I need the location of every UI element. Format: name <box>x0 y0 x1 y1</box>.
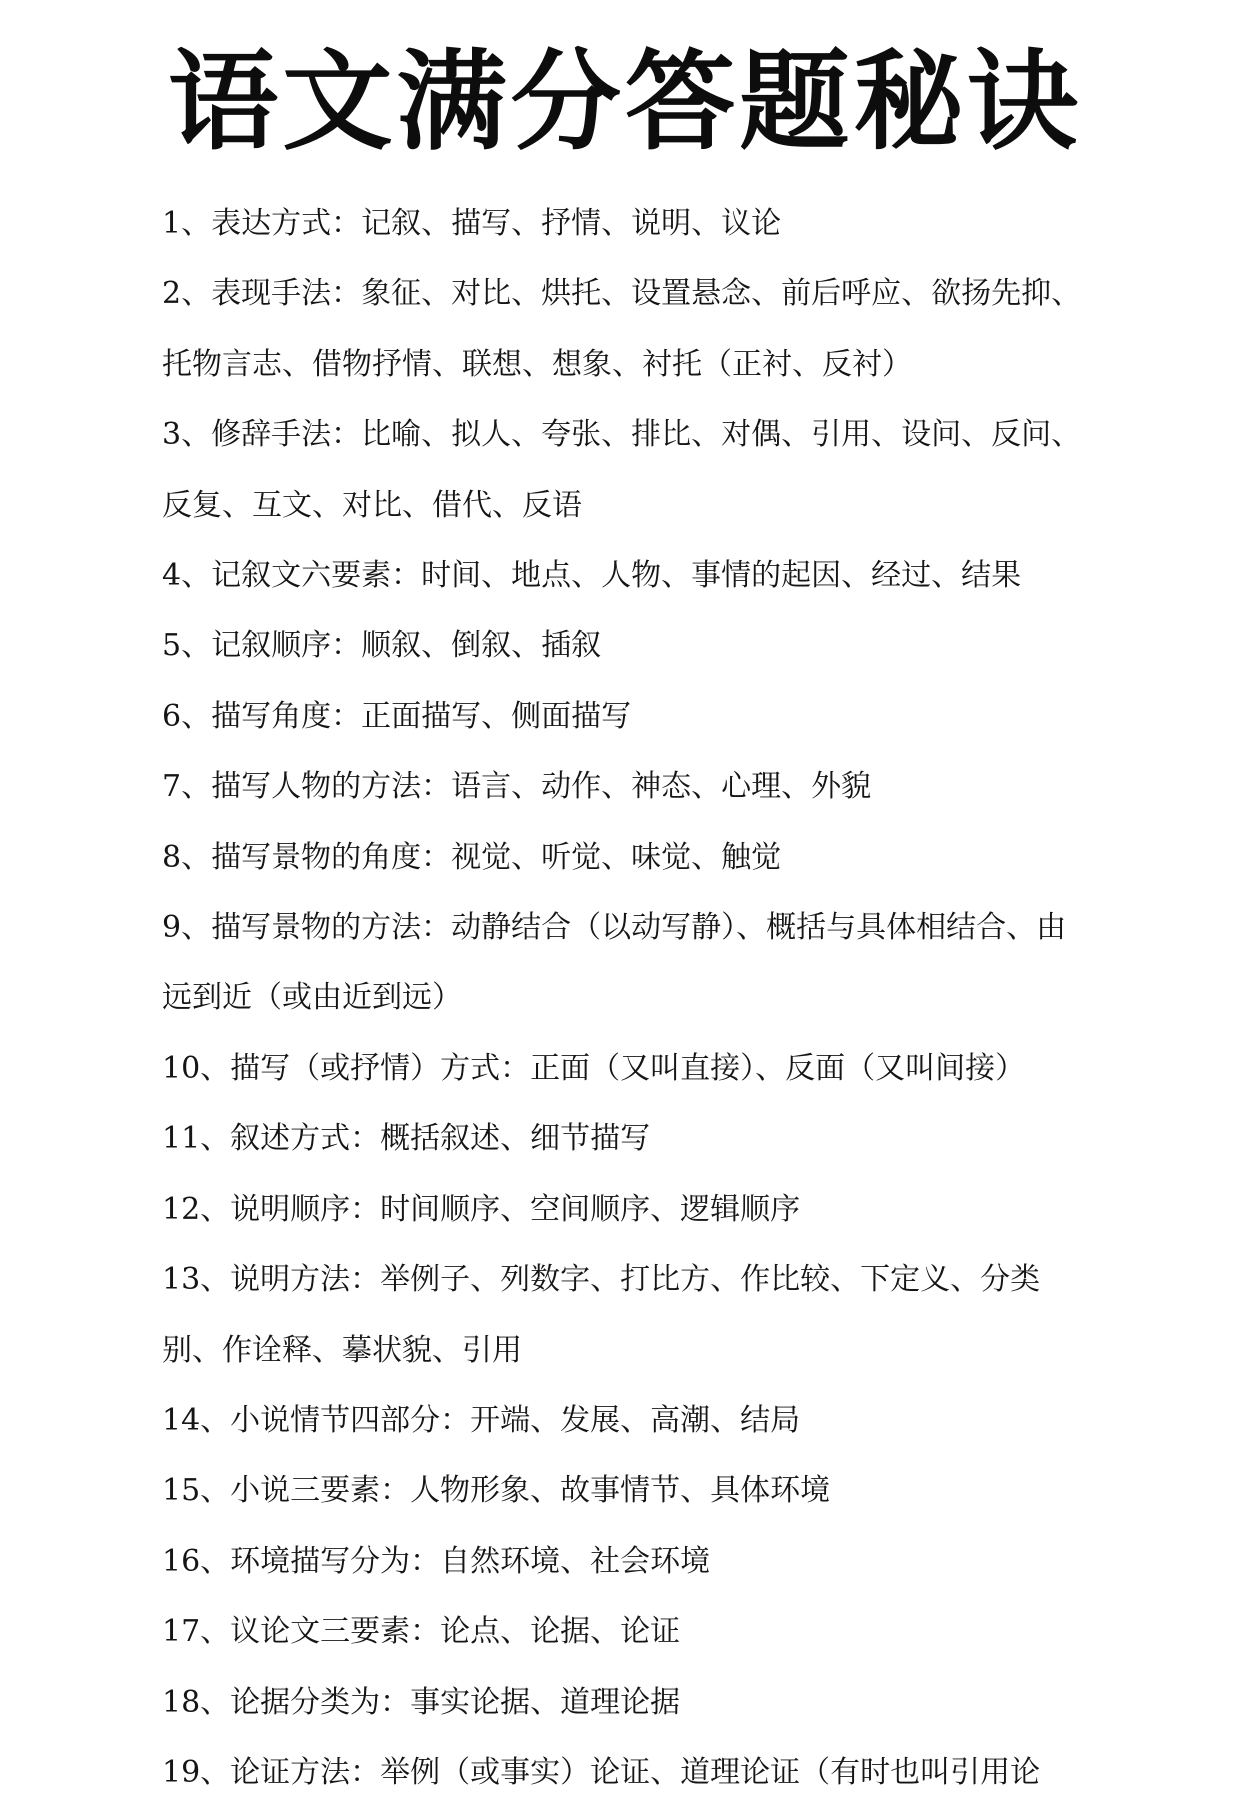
list-item: 3、修辞手法：比喻、拟人、夸张、排比、对偶、引用、设问、反问、反复、互文、对比、借代、反语 <box>162 417 1082 523</box>
list-item: 7、描写人物的方法：语言、动作、神态、心理、外貌 <box>162 769 872 805</box>
list-item: 15、小说三要素：人物形象、故事情节、具体环境 <box>162 1473 831 1509</box>
list-item: 13、说明方法：举例子、列数字、打比方、作比较、下定义、分类别、作诠释、摹状貌、引用 <box>162 1262 1041 1368</box>
list-item: 6、描写角度：正面描写、侧面描写 <box>162 698 632 734</box>
list-item: 11、叙述方式：概括叙述、细节描写 <box>162 1121 651 1157</box>
page-title: 语文满分答题秘诀 <box>168 40 1082 165</box>
list-item: 5、记叙顺序：顺叙、倒叙、插叙 <box>162 628 602 664</box>
list-item: 18、论据分类为：事实论据、道理论据 <box>162 1684 681 1720</box>
list-item: 12、说明顺序：时间顺序、空间顺序、逻辑顺序 <box>162 1191 801 1227</box>
list-item: 2、表现手法：象征、对比、烘托、设置悬念、前后呼应、欲扬先抑、托物言志、借物抒情、联想、想象、衬托（正衬、反衬） <box>162 276 1082 382</box>
list-item: 14、小说情节四部分：开端、发展、高潮、结局 <box>162 1402 801 1438</box>
list-item: 1、表达方式：记叙、描写、抒情、说明、议论 <box>162 206 782 241</box>
list-item: 4、记叙文六要素：时间、地点、人物、事情的起因、经过、结果 <box>162 558 1022 594</box>
list-item: 16、环境描写分为：自然环境、社会环境 <box>162 1543 711 1579</box>
list-item: 9、描写景物的方法：动静结合（以动写静）、概括与具体相结合、由远到近（或由近到远） <box>162 910 1067 1016</box>
tips-list <box>162 189 1088 1808</box>
list-item: 19、论证方法：举例（或事实）论证、道理论证（有时也叫引用论 <box>162 1754 1041 1790</box>
list-item: 17、议论文三要素：论点、论据、论证 <box>162 1614 681 1650</box>
list-item: 8、描写景物的角度：视觉、听觉、味觉、触觉 <box>162 839 782 875</box>
list-item: 10、描写（或抒情）方式：正面（又叫直接）、反面（又叫间接） <box>162 1050 1026 1086</box>
